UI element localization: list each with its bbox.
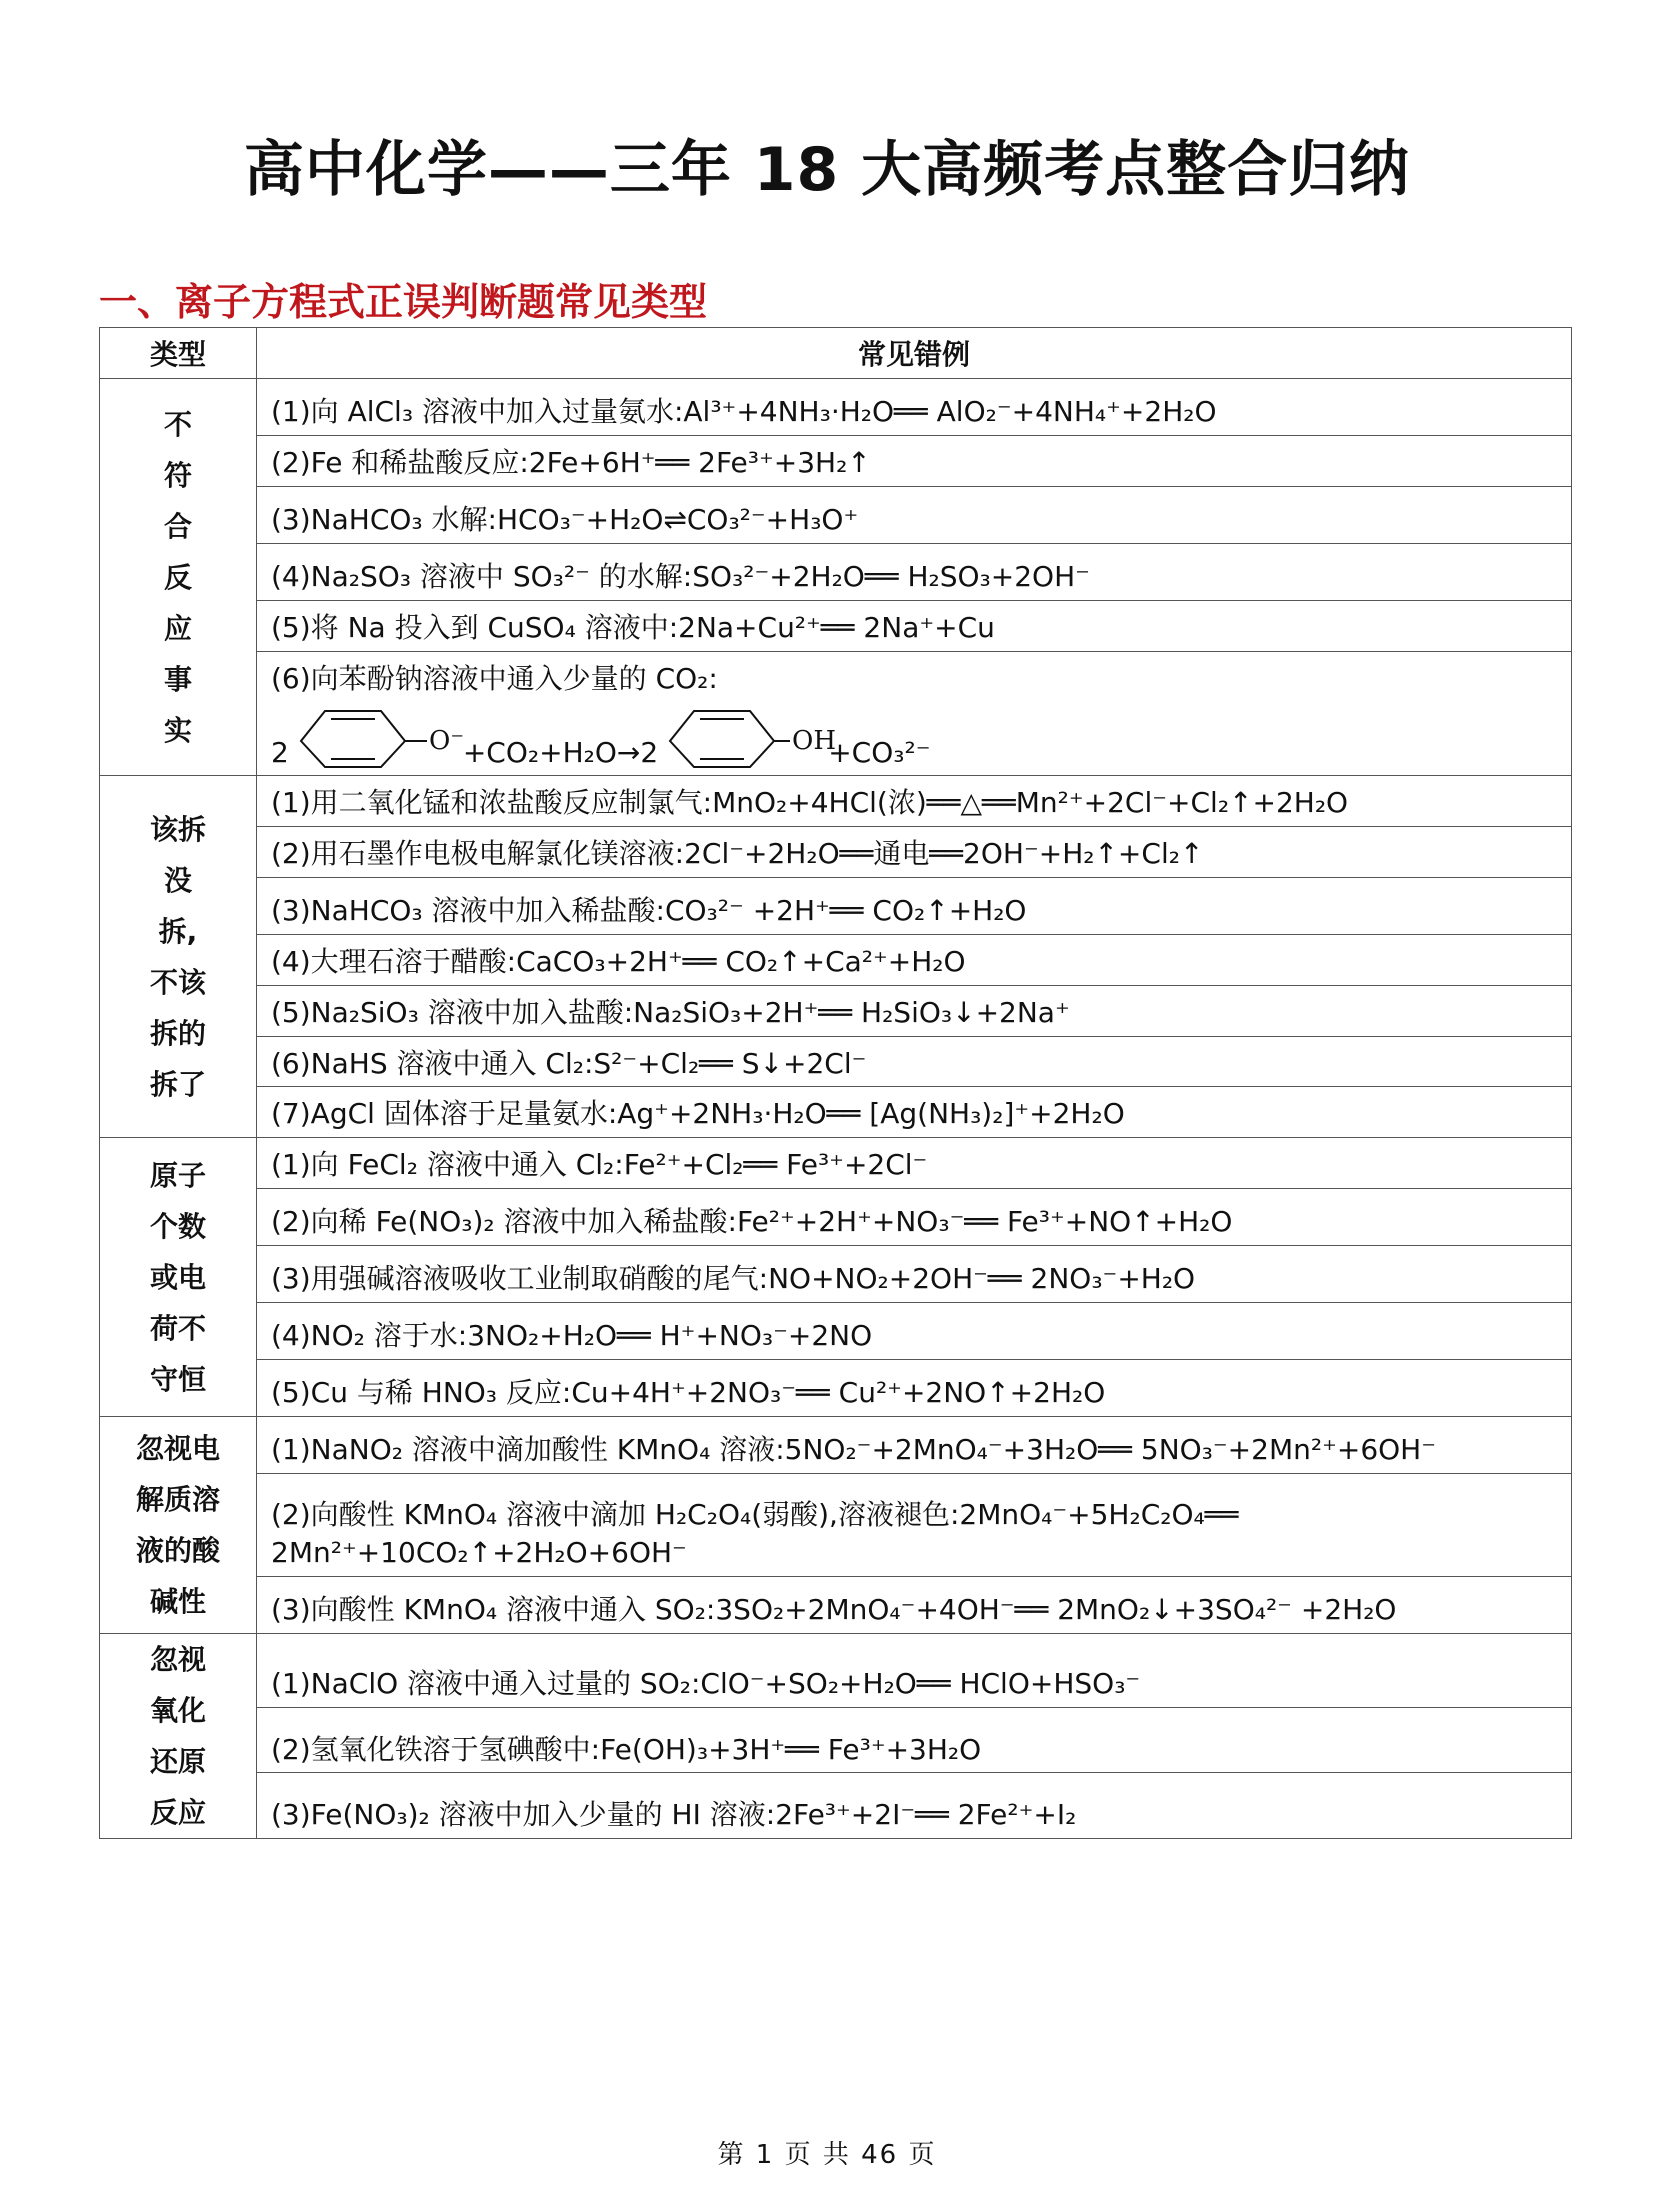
example-cell: (3)Fe(NO₃)₂ 溶液中加入少量的 HI 溶液:2Fe³⁺+2I⁻══ 2Fe²⁺+I₂ [257, 1773, 1572, 1839]
example-cell: (1)用二氧化锰和浓盐酸反应制氯气:MnO₂+4HCl(浓)══△══Mn²⁺+2Cl⁻+Cl₂↑+2H₂O [257, 776, 1572, 827]
example-cell: (4)NO₂ 溶于水:3NO₂+H₂O══ H⁺+NO₃⁻+2NO [257, 1302, 1572, 1359]
phenol-tail: +CO₃²⁻ [828, 735, 931, 769]
example-cell: (7)AgCl 固体溶于足量氨水:Ag⁺+2NH₃·H₂O══ [Ag(NH₃)₂]⁺+2H₂O [257, 1087, 1572, 1138]
type-label: 该拆没拆,不该拆的拆了 [149, 812, 206, 1101]
table-row [100, 379, 1572, 436]
example-cell: (2)Fe 和稀盐酸反应:2Fe+6H⁺══ 2Fe³⁺+3H₂↑ [257, 436, 1572, 487]
error-type-table [99, 327, 1572, 1839]
example-cell: (1)向 FeCl₂ 溶液中通入 Cl₂:Fe²⁺+Cl₂══ Fe³⁺+2Cl⁻ [257, 1138, 1572, 1189]
phenol-prompt: (6)向苯酚钠溶液中通入少量的 CO₂: [271, 661, 718, 695]
example-cell [257, 651, 1572, 776]
section-heading: 一、离子方程式正误判断题常见类型 [99, 280, 708, 324]
page-title: 高中化学——三年 18 大高频考点整合归纳 [243, 135, 1411, 205]
table-row [100, 600, 1572, 651]
type-label: 不符合反应事实 [163, 407, 192, 747]
type-cell [100, 776, 257, 1138]
example-cell: (5)Cu 与稀 HNO₃ 反应:Cu+4H⁺+2NO₃⁻══ Cu²⁺+2NO↑+2H₂O [257, 1359, 1572, 1416]
table-row [100, 934, 1572, 985]
table-row [100, 1138, 1572, 1189]
phenol-arrow: → [616, 735, 641, 769]
example-cell: (6)NaHS 溶液中通入 Cl₂:S²⁻+Cl₂══ S↓+2Cl⁻ [257, 1036, 1572, 1087]
table-row [100, 827, 1572, 878]
phenol-middle: +CO₂+H₂O [462, 735, 617, 769]
table-row [100, 1036, 1572, 1087]
type-label: 原子个数或电荷不守恒 [149, 1158, 206, 1396]
table-row [100, 1576, 1572, 1633]
table-row [100, 776, 1572, 827]
table-row [100, 1359, 1572, 1416]
example-cell: (3)NaHCO₃ 水解:HCO₃⁻+H₂O⇌CO₃²⁻+H₃O⁺ [257, 486, 1572, 543]
type-cell [100, 1633, 257, 1838]
example-cell: (2)氢氧化铁溶于氢碘酸中:Fe(OH)₃+3H⁺══ Fe³⁺+3H₂O [257, 1707, 1572, 1773]
type-cell [100, 1138, 257, 1417]
example-cell: (3)向酸性 KMnO₄ 溶液中通入 SO₂:3SO₂+2MnO₄⁻+4OH⁻══ 2MnO₂↓+3SO₄²⁻ +2H₂O [257, 1576, 1572, 1633]
table-row [100, 1707, 1572, 1773]
phenol-ring-icon [658, 705, 837, 771]
table-row [100, 1188, 1572, 1245]
phenol-group: OH [792, 726, 837, 757]
table-row [100, 436, 1572, 487]
table-row [100, 877, 1572, 934]
example-cell: (2)向酸性 KMnO₄ 溶液中滴加 H₂C₂O₄(弱酸),溶液褪色:2MnO₄⁻+5H₂C₂O₄══ 2Mn²⁺+10CO₂↑+2H₂O+6OH⁻ [257, 1473, 1572, 1576]
coef-right: 2 [640, 735, 659, 769]
header-examples: 常见错例 [257, 328, 1572, 379]
example-cell: (3)NaHCO₃ 溶液中加入稀盐酸:CO₃²⁻ +2H⁺══ CO₂↑+H₂O [257, 877, 1572, 934]
coef-left: 2 [271, 735, 289, 769]
example-cell: (1)NaNO₂ 溶液中滴加酸性 KMnO₄ 溶液:5NO₂⁻+2MnO₄⁻+3H₂O══ 5NO₃⁻+2Mn²⁺+6OH⁻ [257, 1416, 1572, 1473]
type-cell [100, 379, 257, 776]
table-row [100, 1773, 1572, 1839]
phenol-equation [271, 705, 1557, 771]
table-row [100, 543, 1572, 600]
table-row [100, 486, 1572, 543]
phenoxide-group: O⁻ [428, 726, 464, 757]
example-cell: (1)NaClO 溶液中通入过量的 SO₂:ClO⁻+SO₂+H₂O══ HClO+HSO₃⁻ [257, 1633, 1572, 1707]
example-cell: (5)将 Na 投入到 CuSO₄ 溶液中:2Na+Cu²⁺══ 2Na⁺+Cu [257, 600, 1572, 651]
table-row [100, 651, 1572, 776]
table-row [100, 1416, 1572, 1473]
example-cell: (4)大理石溶于醋酸:CaCO₃+2H⁺══ CO₂↑+Ca²⁺+H₂O [257, 934, 1572, 985]
table-row [100, 985, 1572, 1036]
example-cell: (3)用强碱溶液吸收工业制取硝酸的尾气:NO+NO₂+2OH⁻══ 2NO₃⁻+H₂O [257, 1245, 1572, 1302]
table-row [100, 1473, 1572, 1576]
table-row [100, 1302, 1572, 1359]
example-cell: (4)Na₂SO₃ 溶液中 SO₃²⁻ 的水解:SO₃²⁻+2H₂O══ H₂SO₃+2OH⁻ [257, 543, 1572, 600]
table-row [100, 1245, 1572, 1302]
example-cell: (2)向稀 Fe(NO₃)₂ 溶液中加入稀盐酸:Fe²⁺+2H⁺+NO₃⁻══ Fe³⁺+NO↑+H₂O [257, 1188, 1572, 1245]
type-label: 忽视电解质溶液的酸碱性 [135, 1431, 220, 1618]
example-cell: (1)向 AlCl₃ 溶液中加入过量氨水:Al³⁺+4NH₃·H₂O══ AlO₂⁻+4NH₄⁺+2H₂O [257, 379, 1572, 436]
table-header-row [100, 328, 1572, 379]
example-cell: (2)用石墨作电极电解氯化镁溶液:2Cl⁻+2H₂O══通电══2OH⁻+H₂↑+Cl₂↑ [257, 827, 1572, 878]
table-row [100, 1633, 1572, 1707]
header-type: 类型 [100, 328, 257, 379]
page-footer: 第 1 页 共 46 页 [717, 2140, 937, 2170]
type-label: 忽视氧化还原反应 [149, 1642, 206, 1829]
example-cell: (5)Na₂SiO₃ 溶液中加入盐酸:Na₂SiO₃+2H⁺══ H₂SiO₃↓+2Na⁺ [257, 985, 1572, 1036]
phenoxide-ring-icon [289, 705, 464, 771]
type-cell [100, 1416, 257, 1633]
table-row [100, 1087, 1572, 1138]
